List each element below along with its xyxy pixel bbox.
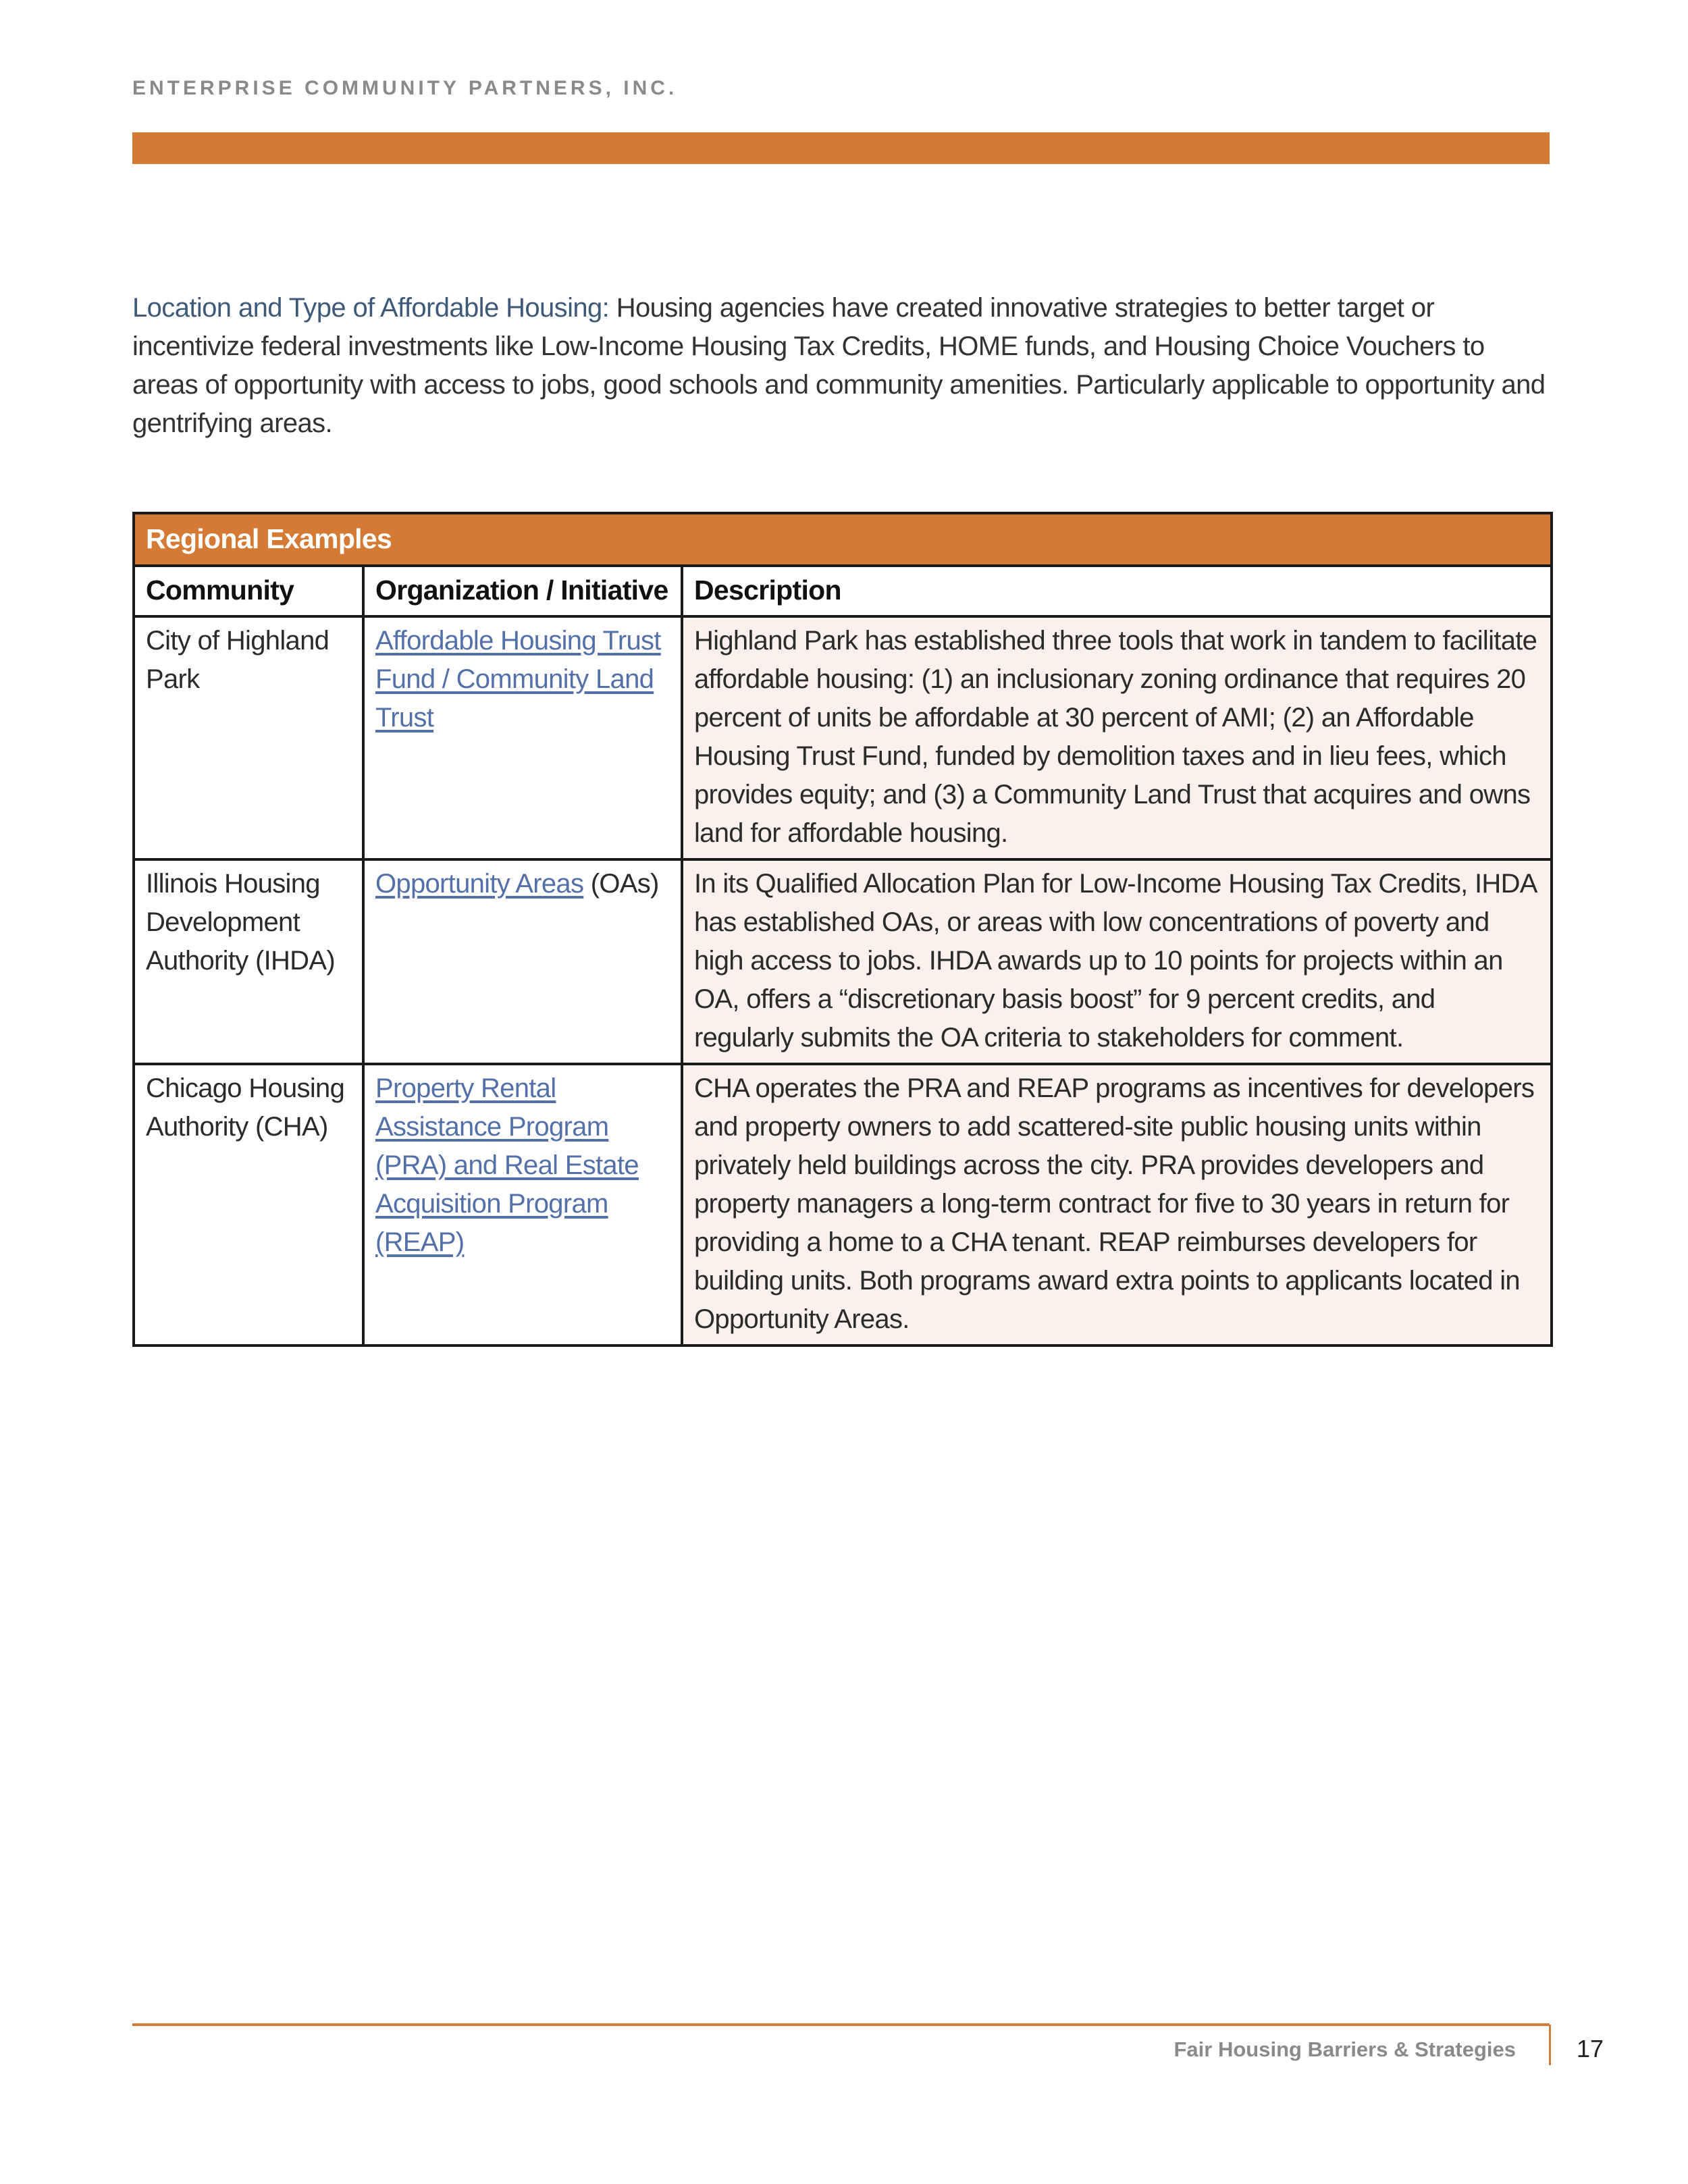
header-community: Community: [134, 566, 363, 616]
intro-body: Housing agencies have created innovative strategies to better target or incentivize federal investments like Low-Income Housing Tax Credits, HOME funds, and Housing Choice Vouchers to areas of opportunity with access to jobs, good schools and community amenities. Particularly applicable to opportunity and gentrifying areas.: [132, 293, 1546, 438]
header-description: Description: [682, 566, 1552, 616]
intro-paragraph: [132, 289, 1550, 443]
table-title-row: [134, 513, 1552, 566]
row-organization: [363, 859, 682, 1064]
intro-lead: Location and Type of Affordable Housing:: [132, 293, 610, 323]
row-community: Illinois Housing Development Authority (IHDA): [134, 859, 363, 1064]
header-accent-bar: [132, 132, 1550, 164]
regional-examples-table: [132, 512, 1553, 1347]
row-description: In its Qualified Allocation Plan for Low-Income Housing Tax Credits, IHDA has established OAs, or areas with low concentrations of poverty and high access to jobs. IHDA awards up to 10 points for projects within an OA, offers a “discretionary basis boost” for 9 percent credits, and regularly submits the OA criteria to stakeholders for comment.: [682, 859, 1552, 1064]
table-row: [134, 859, 1552, 1064]
table-row: [134, 1064, 1552, 1346]
page-number: 17: [1577, 2035, 1604, 2062]
footer-title: Fair Housing Barriers & Strategies: [1173, 2037, 1516, 2061]
table-row: [134, 616, 1552, 859]
table-title: Regional Examples: [134, 513, 1552, 566]
org-link[interactable]: Opportunity Areas: [375, 869, 584, 899]
header-organization: Organization / Initiative: [363, 566, 682, 616]
org-link[interactable]: Property Rental Assistance Program (PRA) and Real Estate Acquisition Program (REAP): [375, 1073, 639, 1257]
footer-rule: [132, 2023, 1550, 2026]
row-organization: [363, 616, 682, 859]
row-organization: [363, 1064, 682, 1346]
row-description: Highland Park has established three tools that work in tandem to facilitate affordable housing: (1) an inclusionary zoning ordinance that requires 20 percent of units be affordable at 30 percent of AMI; (2) an Affordable Housing Trust Fund, funded by demolition taxes and in lieu fees, which provides equity; and (3) a Community Land Trust that acquires and owns land for affordable housing.: [682, 616, 1552, 859]
org-link[interactable]: Affordable Housing Trust Fund / Community Land Trust: [375, 626, 661, 733]
row-community: City of Highland Park: [134, 616, 363, 859]
org-extra: (OAs): [583, 869, 659, 899]
row-community: Chicago Housing Authority (CHA): [134, 1064, 363, 1346]
organization-header: ENTERPRISE COMMUNITY PARTNERS, INC.: [132, 77, 678, 99]
table-header-row: [134, 566, 1552, 616]
row-description: CHA operates the PRA and REAP programs as incentives for developers and property owners to add scattered-site public housing units within privately held buildings across the city. PRA provides developers and property managers a long-term contract for five to 30 years in return for providing a home to a CHA tenant. REAP reimburses developers for building units. Both programs award extra points to applicants located in Opportunity Areas.: [682, 1064, 1552, 1346]
footer-divider: [1549, 2025, 1551, 2065]
